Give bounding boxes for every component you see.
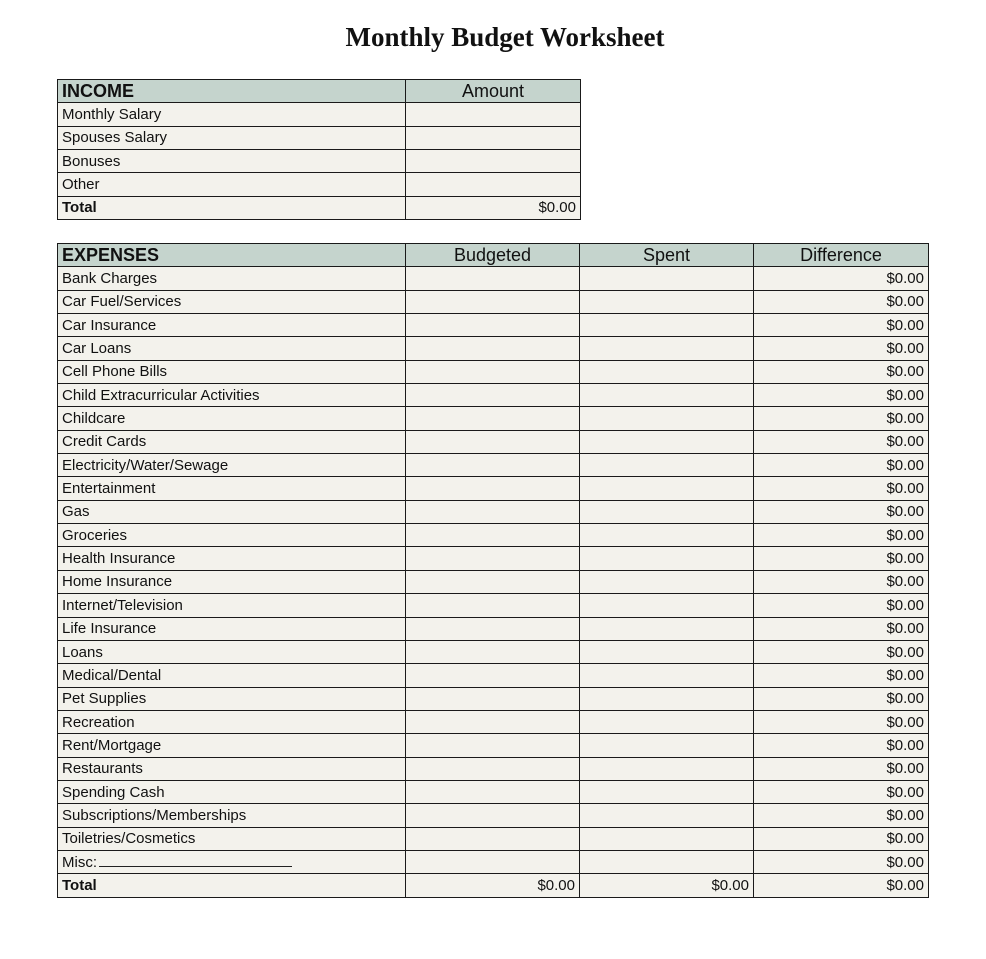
spent-cell[interactable] (580, 267, 754, 290)
expense-label-text: Restaurants (62, 760, 143, 778)
expense-label (58, 710, 406, 733)
expense-label (58, 664, 406, 687)
spent-cell[interactable] (580, 780, 754, 803)
income-row (58, 126, 581, 149)
difference-cell: $0.00 (754, 664, 929, 687)
income-total-label: Total (58, 196, 406, 219)
expense-label-text: Car Loans (62, 340, 132, 358)
expense-label-text: Electricity/Water/Sewage (62, 456, 229, 474)
income-total-amount: $0.00 (406, 196, 581, 219)
expense-rows (58, 267, 929, 897)
budgeted-cell[interactable] (406, 314, 580, 337)
spent-cell[interactable] (580, 757, 754, 780)
budgeted-cell[interactable] (406, 547, 580, 570)
expenses-section-header: EXPENSES (58, 244, 406, 267)
difference-cell: $0.00 (754, 547, 929, 570)
expense-row (58, 780, 929, 803)
expense-label-text: Loans (62, 643, 103, 661)
expense-row (58, 360, 929, 383)
budgeted-cell[interactable] (406, 850, 580, 873)
income-table (57, 79, 581, 220)
budgeted-cell[interactable] (406, 687, 580, 710)
income-row (58, 103, 581, 126)
difference-cell: $0.00 (754, 850, 929, 873)
expense-label-text: Groceries (62, 526, 128, 544)
spent-cell[interactable] (580, 407, 754, 430)
difference-cell: $0.00 (754, 570, 929, 593)
spent-cell[interactable] (580, 360, 754, 383)
expense-row (58, 454, 929, 477)
budgeted-cell[interactable] (406, 664, 580, 687)
spent-cell[interactable] (580, 594, 754, 617)
total-budgeted: $0.00 (406, 874, 580, 897)
expense-label-text: Car Insurance (62, 316, 157, 334)
spent-cell[interactable] (580, 337, 754, 360)
income-label: Other (58, 173, 406, 196)
expense-row (58, 734, 929, 757)
budgeted-cell[interactable] (406, 430, 580, 453)
expense-label-text: Home Insurance (62, 573, 173, 591)
budgeted-cell[interactable] (406, 477, 580, 500)
expense-label-text: Pet Supplies (62, 690, 147, 708)
expense-label-text: Child Extracurricular Activities (62, 386, 260, 404)
difference-cell: $0.00 (754, 267, 929, 290)
budgeted-cell[interactable] (406, 734, 580, 757)
difference-cell: $0.00 (754, 454, 929, 477)
spent-cell[interactable] (580, 314, 754, 337)
expense-label-text: Childcare (62, 410, 126, 428)
expense-row (58, 430, 929, 453)
spent-cell[interactable] (580, 664, 754, 687)
income-label: Spouses Salary (58, 126, 406, 149)
expense-row (58, 850, 929, 873)
income-amount-cell[interactable] (406, 173, 581, 196)
expenses-table (57, 243, 929, 898)
spent-cell[interactable] (580, 547, 754, 570)
spent-cell[interactable] (580, 617, 754, 640)
expense-row (58, 640, 929, 663)
expenses-header-row (58, 244, 929, 267)
expense-label (58, 780, 406, 803)
difference-cell: $0.00 (754, 500, 929, 523)
budgeted-cell[interactable] (406, 757, 580, 780)
expense-row (58, 547, 929, 570)
expense-row (58, 407, 929, 430)
expense-label (58, 407, 406, 430)
difference-cell: $0.00 (754, 594, 929, 617)
expense-label-text: Toiletries/Cosmetics (62, 830, 196, 848)
difference-cell: $0.00 (754, 734, 929, 757)
expense-label (58, 384, 406, 407)
spent-cell[interactable] (580, 850, 754, 873)
expense-row (58, 384, 929, 407)
income-label: Monthly Salary (58, 103, 406, 126)
difference-cell: $0.00 (754, 384, 929, 407)
expense-label (58, 290, 406, 313)
budgeted-cell[interactable] (406, 407, 580, 430)
difference-cell: $0.00 (754, 710, 929, 733)
difference-cell: $0.00 (754, 804, 929, 827)
expense-row (58, 500, 929, 523)
spent-cell[interactable] (580, 710, 754, 733)
expense-label (58, 757, 406, 780)
difference-cell: $0.00 (754, 524, 929, 547)
total-spent: $0.00 (580, 874, 754, 897)
difference-cell: $0.00 (754, 617, 929, 640)
expense-label (58, 360, 406, 383)
difference-cell: $0.00 (754, 640, 929, 663)
budgeted-cell[interactable] (406, 337, 580, 360)
budgeted-cell[interactable] (406, 570, 580, 593)
spent-cell[interactable] (580, 500, 754, 523)
spent-cell[interactable] (580, 734, 754, 757)
expense-label (58, 524, 406, 547)
budgeted-cell[interactable] (406, 524, 580, 547)
income-label: Bonuses (58, 150, 406, 173)
expense-label-text: Car Fuel/Services (62, 293, 182, 311)
expenses-total-row (58, 874, 929, 897)
expense-row (58, 617, 929, 640)
income-amount-cell[interactable] (406, 126, 581, 149)
expense-label-text: Life Insurance (62, 620, 157, 638)
expense-label-text: Recreation (62, 713, 135, 731)
expense-label (58, 850, 406, 873)
difference-column-header: Difference (754, 244, 929, 267)
budgeted-cell[interactable] (406, 617, 580, 640)
difference-cell: $0.00 (754, 290, 929, 313)
expense-label (58, 430, 406, 453)
spent-cell[interactable] (580, 430, 754, 453)
income-rows (58, 103, 581, 220)
income-amount-cell[interactable] (406, 103, 581, 126)
budgeted-cell[interactable] (406, 710, 580, 733)
spent-cell[interactable] (580, 640, 754, 663)
income-header-row (58, 80, 581, 103)
spent-cell[interactable] (580, 570, 754, 593)
spent-cell[interactable] (580, 827, 754, 850)
amount-column-header: Amount (406, 80, 581, 103)
expense-row (58, 664, 929, 687)
expense-label-text: Entertainment (62, 480, 156, 498)
income-amount-cell[interactable] (406, 150, 581, 173)
expense-label-text: Medical/Dental (62, 666, 162, 684)
expense-label (58, 827, 406, 850)
budgeted-cell[interactable] (406, 454, 580, 477)
budgeted-cell[interactable] (406, 290, 580, 313)
expense-label-text: Rent/Mortgage (62, 736, 162, 754)
expense-label (58, 734, 406, 757)
expense-label (58, 594, 406, 617)
expense-row (58, 827, 929, 850)
expense-label (58, 640, 406, 663)
expense-label (58, 804, 406, 827)
expense-label-text: Misc: (62, 853, 97, 871)
budgeted-cell[interactable] (406, 267, 580, 290)
income-section-header: INCOME (58, 80, 406, 103)
budgeted-cell[interactable] (406, 780, 580, 803)
expense-row (58, 594, 929, 617)
expense-row (58, 524, 929, 547)
expense-row (58, 687, 929, 710)
expense-row (58, 267, 929, 290)
expense-row (58, 314, 929, 337)
expense-label (58, 570, 406, 593)
expense-label-text: Cell Phone Bills (62, 363, 168, 381)
income-row (58, 150, 581, 173)
misc-blank-line[interactable] (99, 853, 292, 867)
expense-label (58, 337, 406, 360)
page-title: Monthly Budget Worksheet (345, 22, 665, 52)
expense-label (58, 477, 406, 500)
difference-cell: $0.00 (754, 757, 929, 780)
expense-label-text: Internet/Television (62, 596, 183, 614)
budgeted-cell[interactable] (406, 360, 580, 383)
expense-row (58, 477, 929, 500)
expense-row (58, 804, 929, 827)
expense-label-text: Bank Charges (62, 270, 158, 288)
difference-cell: $0.00 (754, 430, 929, 453)
spent-column-header: Spent (580, 244, 754, 267)
expense-label (58, 454, 406, 477)
spent-cell[interactable] (580, 384, 754, 407)
total-difference: $0.00 (754, 874, 929, 897)
budgeted-cell[interactable] (406, 640, 580, 663)
difference-cell: $0.00 (754, 780, 929, 803)
expense-label (58, 500, 406, 523)
expense-label (58, 687, 406, 710)
budgeted-cell[interactable] (406, 594, 580, 617)
expense-row (58, 570, 929, 593)
expense-label-text: Gas (62, 503, 90, 521)
difference-cell: $0.00 (754, 314, 929, 337)
spent-cell[interactable] (580, 477, 754, 500)
difference-cell: $0.00 (754, 477, 929, 500)
expense-label-text: Health Insurance (62, 550, 176, 568)
expense-label (58, 314, 406, 337)
budgeted-column-header: Budgeted (406, 244, 580, 267)
expense-row (58, 337, 929, 360)
income-total-row (58, 196, 581, 219)
expense-row (58, 710, 929, 733)
budgeted-cell[interactable] (406, 384, 580, 407)
expense-label (58, 267, 406, 290)
expense-label-text: Spending Cash (62, 783, 165, 801)
difference-cell: $0.00 (754, 360, 929, 383)
expense-label (58, 547, 406, 570)
difference-cell: $0.00 (754, 337, 929, 360)
income-row (58, 173, 581, 196)
spent-cell[interactable] (580, 524, 754, 547)
expenses-total-label: Total (58, 874, 406, 897)
difference-cell: $0.00 (754, 407, 929, 430)
spent-cell[interactable] (580, 804, 754, 827)
budgeted-cell[interactable] (406, 827, 580, 850)
expense-row (58, 757, 929, 780)
expense-label-text: Subscriptions/Memberships (62, 806, 247, 824)
difference-cell: $0.00 (754, 827, 929, 850)
expense-row (58, 290, 929, 313)
expense-label-text: Credit Cards (62, 433, 147, 451)
expense-label (58, 617, 406, 640)
budgeted-cell[interactable] (406, 500, 580, 523)
difference-cell: $0.00 (754, 687, 929, 710)
spent-cell[interactable] (580, 687, 754, 710)
spent-cell[interactable] (580, 290, 754, 313)
budgeted-cell[interactable] (406, 804, 580, 827)
spent-cell[interactable] (580, 454, 754, 477)
